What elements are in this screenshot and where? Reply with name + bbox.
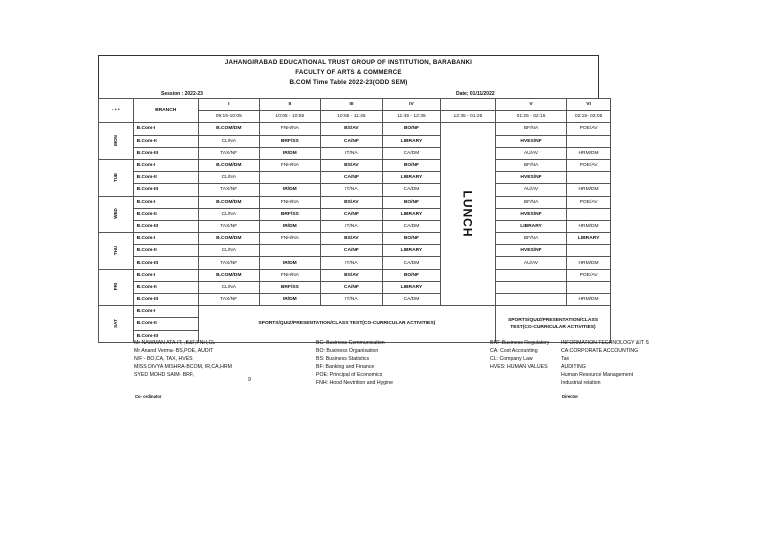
period-header: II	[259, 99, 320, 111]
period-cell: LIBRARY	[382, 208, 440, 220]
table-row	[99, 159, 611, 171]
time-slot: 10:55 - 11:45	[320, 111, 382, 123]
legend-line: BF: Banking and Finance	[316, 364, 375, 370]
lunch-label: LUNCH	[460, 190, 475, 238]
legend-line: N/F - BO,CA, TAX, HVES	[134, 356, 193, 362]
table-row	[99, 184, 611, 196]
period-cell	[495, 294, 566, 306]
table-row	[99, 269, 611, 281]
timetable-sheet	[98, 55, 603, 343]
period-cell: IR/DM	[259, 294, 320, 306]
period-cell: CL/NA	[198, 135, 259, 147]
period-cell: IT/NA	[320, 220, 382, 232]
period-cell: LIBRARY	[382, 135, 440, 147]
period-header: V	[495, 99, 566, 111]
period-cell: CL/NA	[198, 245, 259, 257]
legend-subjects-b	[490, 339, 549, 371]
period-cell: POE/AV	[567, 123, 611, 135]
period-cell: CL/NA	[198, 281, 259, 293]
period-cell: B.COM/DM	[198, 123, 259, 135]
period-cell	[567, 172, 611, 184]
branch-cell: B.Com-II	[133, 281, 198, 293]
time-slot: 12:35 - 01:25	[440, 111, 495, 123]
period-cell	[567, 281, 611, 293]
period-cell: BF/NA	[495, 233, 566, 245]
table-row	[99, 220, 611, 232]
legend-line: Mr NAWMAN ATA-IT, ,B&F,FNH,CL	[134, 340, 216, 346]
period-cell: AU/AV	[495, 184, 566, 196]
period-header: I	[198, 99, 259, 111]
legend-line: HVES: HUMAN VALUES	[490, 364, 548, 370]
legend-line: BRF:Business Regulatory	[490, 340, 550, 346]
period-cell: IR/DM	[259, 220, 320, 232]
legend-line: POE: Principal of Economics	[316, 372, 383, 378]
period-cell: CA/DM	[382, 147, 440, 159]
day-label: SAT	[113, 319, 119, 328]
period-cell: CA/NF	[320, 208, 382, 220]
period-cell: BO/NF	[382, 159, 440, 171]
period-cell: POE/AV	[567, 159, 611, 171]
branch-cell: B.Com-II	[133, 245, 198, 257]
saturday-note-morning: SPORTS/QUIZ/PRESENTATION/CLASS TEST(CO-CURRICULAR ACTIVITIES)	[198, 306, 495, 343]
table-row	[99, 172, 611, 184]
legend-line: BS: Business Statistics	[316, 356, 370, 362]
branch-cell: B.Com-I	[133, 159, 198, 171]
table-row	[99, 135, 611, 147]
period-cell: LIBRARY	[495, 220, 566, 232]
period-cell: B.COM/DM	[198, 196, 259, 208]
period-cell: CA/DM	[382, 294, 440, 306]
period-cell: IT/NA	[320, 257, 382, 269]
period-cell: CA/NF	[320, 172, 382, 184]
time-slot: 02:15- 03:05	[567, 111, 611, 123]
table-row	[99, 281, 611, 293]
period-cell: CA/NF	[320, 281, 382, 293]
period-header: VI	[567, 99, 611, 111]
period-cell: BS/AV	[320, 196, 382, 208]
period-cell: HRM/DM	[567, 147, 611, 159]
table-row	[99, 257, 611, 269]
period-cell: HRM/DM	[567, 294, 611, 306]
period-cell: HRM/DM	[567, 257, 611, 269]
time-slot: 09:15-10:05	[198, 111, 259, 123]
timetable-grid	[98, 98, 611, 343]
branch-cell: B.Com-I	[133, 306, 198, 318]
period-cell: BO/NF	[382, 233, 440, 245]
period-cell	[259, 172, 320, 184]
table-row	[99, 294, 611, 306]
period-cell: FNH/NA	[259, 196, 320, 208]
period-cell: TAX/NF	[198, 220, 259, 232]
legend-line: Human Resource Management	[561, 372, 634, 378]
branch-cell: B.Com-I	[133, 196, 198, 208]
time-slot: 11:45 - 12:35	[382, 111, 440, 123]
period-header: III	[320, 99, 382, 111]
period-cell: BS/AV	[320, 269, 382, 281]
day-cell	[99, 196, 134, 233]
branch-cell: B.Com-III	[133, 220, 198, 232]
period-cell: BRF/SS	[259, 135, 320, 147]
stray-mark: 9	[248, 377, 251, 383]
day-cell	[99, 159, 134, 196]
legend-line: CL: Company Law	[490, 356, 533, 362]
period-cell	[567, 208, 611, 220]
period-cell: TAX/NF	[198, 294, 259, 306]
table-row	[99, 123, 611, 135]
period-cell: LIBRARY	[567, 233, 611, 245]
period-cell: B.COM/DM	[198, 233, 259, 245]
day-cell	[99, 269, 134, 306]
period-cell: FNH/NA	[259, 159, 320, 171]
period-cell: AU/AV	[495, 257, 566, 269]
period-cell: BF/NA	[495, 196, 566, 208]
period-cell: BS/AV	[320, 233, 382, 245]
legend-line: AUDITING	[561, 364, 586, 370]
time-slot: 01:25 - 02:15	[495, 111, 566, 123]
period-cell: BRF/SS	[259, 208, 320, 220]
legend-line: MISS DIVYA MISHRA-BCOM, IR,CA,HRM	[134, 364, 232, 370]
timetable-title: B.COM Time Table 2022-23(ODD SEM)	[289, 79, 408, 86]
day-label: THU	[113, 245, 119, 256]
legend-subjects-c	[561, 339, 649, 387]
legend-line: BC: Business Communication	[316, 340, 385, 346]
period-cell: BO/NF	[382, 123, 440, 135]
day-cell	[99, 123, 134, 160]
day-label: WED	[113, 208, 119, 220]
lunch-cell	[440, 123, 495, 306]
branch-cell: B.Com-III	[133, 184, 198, 196]
legend-line: Tax	[561, 356, 570, 362]
period-cell: HVES/NF	[495, 135, 566, 147]
period-cell: BRF/SS	[259, 281, 320, 293]
period-cell: IT/NA	[320, 184, 382, 196]
legend-line: FNH: Hood Nevtrition and Hygine	[316, 380, 393, 386]
period-cell: BS/AV	[320, 159, 382, 171]
period-cell: FNH/NA	[259, 123, 320, 135]
date-label: Date; 01/11/2022	[456, 91, 495, 97]
period-cell: HVES/NF	[495, 172, 566, 184]
time-slot: 10:05 - 10:55	[259, 111, 320, 123]
branch-cell: B.Com-II	[133, 172, 198, 184]
table-row	[99, 147, 611, 159]
period-cell: TAX/NF	[198, 257, 259, 269]
period-cell	[495, 281, 566, 293]
period-cell: CA/DM	[382, 257, 440, 269]
legend-line: CA:CORPORATE ACCOUNTING	[561, 348, 639, 354]
period-cell: LIBRARY	[382, 281, 440, 293]
faculty-list	[134, 339, 232, 379]
timetable-header	[98, 55, 599, 89]
table-row	[99, 245, 611, 257]
saturday-note-afternoon: SPORTS/QUIZ/PRESENTATION/CLASS TEST(CO-CURRICULAR ACTIVITIES)	[495, 306, 610, 343]
coordinator-signature: Co- ordinator	[135, 394, 162, 399]
period-cell	[259, 245, 320, 257]
legend-line: Industrial relation	[561, 380, 601, 386]
day-label: FRI	[113, 283, 119, 291]
period-cell: TAX/NF	[198, 184, 259, 196]
branch-cell: B.Com-I	[133, 123, 198, 135]
period-header: IV	[382, 99, 440, 111]
period-cell: CA/DM	[382, 184, 440, 196]
period-cell: BS/AV	[320, 123, 382, 135]
legend-subjects-a	[316, 339, 393, 387]
institution-title: JAHANGIRABAD EDUCATIONAL TRUST GROUP OF INSTITUTION, BARABANKI	[224, 59, 473, 66]
table-row	[99, 233, 611, 245]
period-cell	[495, 269, 566, 281]
period-cell: BF/NA	[495, 159, 566, 171]
director-signature: Director	[562, 394, 579, 399]
period-cell: AU/AV	[495, 147, 566, 159]
period-cell: B.COM/DM	[198, 159, 259, 171]
session-label: Session : 2022-23	[161, 91, 203, 97]
period-cell	[567, 245, 611, 257]
branch-cell: B.Com-II	[133, 208, 198, 220]
period-cell: CL/NA	[198, 208, 259, 220]
table-row	[99, 306, 611, 318]
period-cell: CL/NA	[198, 172, 259, 184]
branch-cell: B.Com-I	[133, 269, 198, 281]
period-cell: TAX/NF	[198, 147, 259, 159]
branch-cell: B.Com-III	[133, 257, 198, 269]
period-cell: IR/DM	[259, 147, 320, 159]
period-row	[99, 99, 611, 111]
period-cell: B.COM/DM	[198, 269, 259, 281]
branch-cell: B.Com-III	[133, 330, 198, 342]
period-cell: POE/AV	[567, 269, 611, 281]
period-cell: HVES/NF	[495, 245, 566, 257]
period-cell: HRM/DM	[567, 184, 611, 196]
legend-line: Mr Anand Verma- BS,POE, AUDIT	[134, 348, 214, 354]
period-cell: FNH/NA	[259, 269, 320, 281]
day-cell	[99, 306, 134, 343]
session-row	[98, 89, 599, 98]
period-cell: CA/NF	[320, 245, 382, 257]
period-cell: LIBRARY	[382, 172, 440, 184]
faculty-title: FACULTY OF ARTS & COMMERCE	[295, 69, 402, 76]
period-cell: LIBRARY	[382, 245, 440, 257]
period-cell: IR/DM	[259, 184, 320, 196]
period-cell: BF/NA	[495, 123, 566, 135]
day-label: MON	[113, 135, 119, 147]
period-cell: HRM/DM	[567, 220, 611, 232]
legend-line: BO: Business Organisation	[316, 348, 379, 354]
period-cell	[567, 135, 611, 147]
table-row	[99, 196, 611, 208]
period-cell: IR/DM	[259, 257, 320, 269]
period-cell: CA/DM	[382, 220, 440, 232]
branch-cell: B.Com-I	[133, 233, 198, 245]
branch-cell: B.Com-II	[133, 135, 198, 147]
period-cell: BO/NF	[382, 269, 440, 281]
day-marker: - • •	[99, 99, 134, 123]
period-cell: HVES/NF	[495, 208, 566, 220]
period-cell: FNH/NA	[259, 233, 320, 245]
table-row	[99, 208, 611, 220]
period-cell: POE/AV	[567, 196, 611, 208]
branch-cell: B.Com-II	[133, 318, 198, 330]
day-cell	[99, 233, 134, 270]
period-cell: IT/NA	[320, 147, 382, 159]
day-label: TUE	[113, 172, 119, 182]
period-cell: CA/NF	[320, 135, 382, 147]
branch-header: BRANCH	[133, 99, 198, 123]
period-header	[440, 99, 495, 111]
period-cell: IT/NA	[320, 294, 382, 306]
legend-line: INFORMATION TECHNOLOGY &IT S	[561, 340, 649, 346]
period-cell: BO/NF	[382, 196, 440, 208]
branch-cell: B.Com-III	[133, 147, 198, 159]
branch-cell: B.Com-III	[133, 294, 198, 306]
legend-line: CA: Cost Accounting	[490, 348, 538, 354]
legend-line: SYED MOHD SAIM- BRF,	[134, 372, 194, 378]
